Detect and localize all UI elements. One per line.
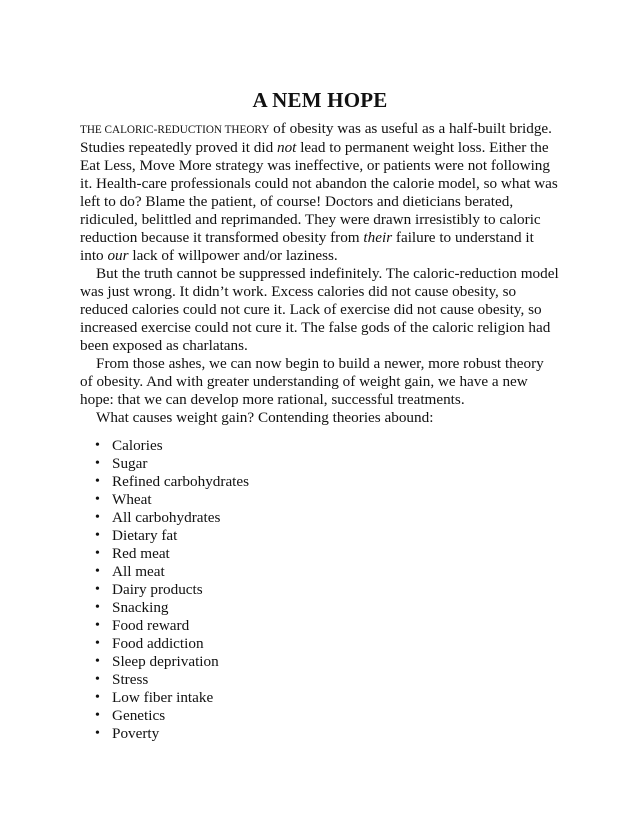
bullet-icon: • — [95, 456, 100, 471]
list-item-label: Snacking — [112, 599, 169, 616]
list-item — [80, 635, 560, 653]
list-item — [80, 563, 560, 581]
paragraph-1-text-b: lead to permanent weight loss. Either the Eat Less, Move More strategy was ineffective, or patients were not following it. Health-care professionals could not abandon the calorie model, so what was left to do? Blame the patient, of course! Doctors and dieticians berated, ridiculed, belittled and reprimanded. They were drawn irresistibly to caloric reduction because it transformed obesity from — [80, 139, 558, 246]
list-item-label: Sleep deprivation — [112, 653, 219, 670]
list-item — [80, 491, 560, 509]
list-item — [80, 689, 560, 707]
bullet-icon: • — [95, 708, 100, 723]
bullet-icon: • — [95, 654, 100, 669]
paragraph-2: But the truth cannot be suppressed indefinitely. The caloric-reduction model was just wrong. It didn’t work. Excess calories did not cause obesity, so reduced calories could not cure it. Lack of exercise did not cause obesity, so increased exercise could not cure it. The false gods of the caloric religion had been exposed as charlatans. — [80, 265, 559, 354]
list-item-label: Red meat — [112, 545, 170, 562]
paragraph-1-text-c: failure to understand it into — [80, 229, 534, 264]
list-item-label: Dietary fat — [112, 527, 178, 544]
list-item — [80, 707, 560, 725]
paragraph-1-text-d: lack of willpower and/or laziness. — [128, 247, 338, 264]
bullet-icon: • — [95, 438, 100, 453]
list-item — [80, 599, 560, 617]
paragraph-3: From those ashes, we can now begin to build a newer, more robust theory of obesity. And with greater understanding of weight gain, we have a new hope: that we can develop more rational, successful treatments. — [80, 355, 544, 408]
list-item-label: Low fiber intake — [112, 689, 214, 706]
paragraph-1 — [80, 120, 560, 265]
bullet-icon: • — [95, 528, 100, 543]
list-item — [80, 725, 560, 743]
list-item — [80, 653, 560, 671]
list-item-label: Food reward — [112, 617, 190, 634]
bullet-icon: • — [95, 690, 100, 705]
emphasis-our: our — [107, 247, 129, 264]
list-item-label: All meat — [112, 563, 165, 580]
list-item — [80, 437, 560, 455]
bullet-icon: • — [95, 672, 100, 687]
list-item-label: Food addiction — [112, 635, 204, 652]
list-item-label: Poverty — [112, 725, 160, 742]
list-item — [80, 527, 560, 545]
emphasis-not: not — [276, 139, 297, 156]
list-item — [80, 473, 560, 491]
bullet-icon: • — [95, 636, 100, 651]
bullet-icon: • — [95, 474, 100, 489]
bullet-icon: • — [95, 492, 100, 507]
list-item-label: Genetics — [112, 707, 166, 724]
list-item — [80, 509, 560, 527]
bullet-icon: • — [95, 618, 100, 633]
list-item-label: Sugar — [112, 455, 148, 472]
bullet-icon: • — [95, 546, 100, 561]
document-page — [80, 88, 560, 743]
list-item-label: Refined carbohydrates — [112, 473, 250, 490]
list-item-label: Wheat — [112, 491, 152, 508]
list-item — [80, 581, 560, 599]
emphasis-their: their — [363, 229, 393, 246]
bullet-icon: • — [95, 510, 100, 525]
theory-bullet-list — [80, 437, 560, 743]
list-item-label: All carbohydrates — [112, 509, 221, 526]
bullet-icon: • — [95, 726, 100, 741]
bullet-icon: • — [95, 600, 100, 615]
bullet-icon: • — [95, 582, 100, 597]
list-item — [80, 617, 560, 635]
list-item-label: Dairy products — [112, 581, 203, 598]
list-item — [80, 455, 560, 473]
list-item-label: Calories — [112, 437, 163, 454]
bullet-icon: • — [95, 564, 100, 579]
paragraph-1-text-a: of obesity was as useful as a half-built bridge. Studies repeatedly proved it did — [80, 120, 552, 156]
lead-in-smallcaps: THE CALORIC-REDUCTION THEORY — [80, 124, 270, 136]
list-item — [80, 545, 560, 563]
paragraph-4: What causes weight gain? Contending theories abound: — [96, 409, 434, 426]
page-title: A NEM HOPE — [252, 88, 388, 112]
list-item-label: Stress — [112, 671, 149, 688]
list-item — [80, 671, 560, 689]
